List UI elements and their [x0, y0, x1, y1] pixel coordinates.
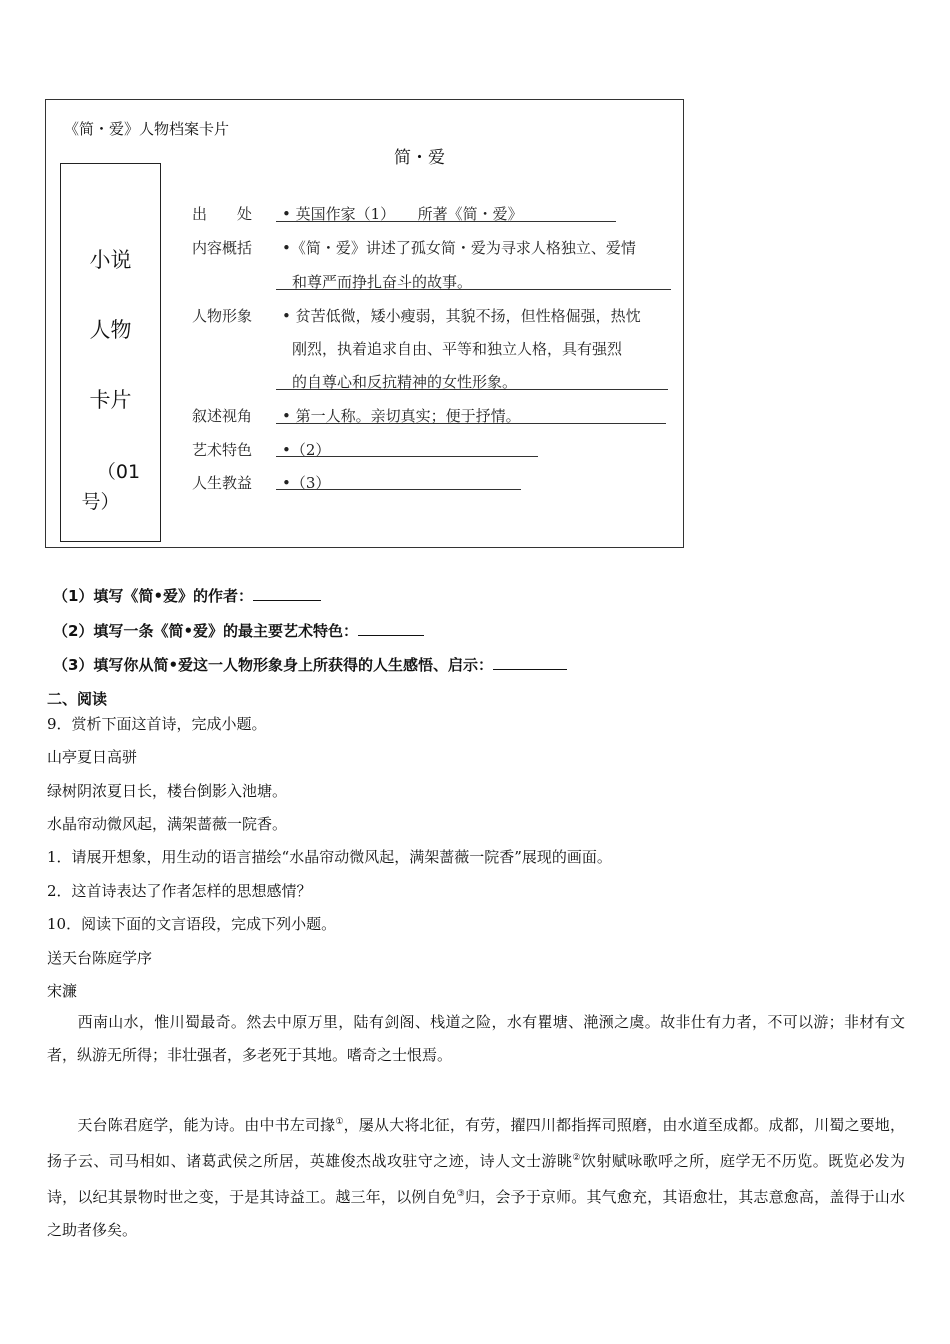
text-span: 天台陈君庭学，能为诗。由中书左司掾: [47, 1116, 336, 1134]
side-title-line: 小说: [89, 248, 132, 272]
side-title-line: 人物: [89, 318, 132, 342]
underline: [276, 423, 666, 424]
row-label-art: 艺术特色: [192, 441, 253, 459]
side-title-line: （01: [96, 461, 141, 483]
q9-prompt: 9．赏析下面这首诗，完成小题。: [47, 715, 267, 733]
passage-author: 宋濂: [47, 982, 78, 1000]
question-1: [53, 585, 321, 606]
row-text-image: 刚烈，执着追求自由、平等和独立人格，具有强烈: [292, 340, 623, 358]
underline: [276, 289, 671, 290]
row-label-summary: 内容概括: [192, 239, 253, 257]
row-text-image: • 贫苦低微，矮小瘦弱，其貌不扬，但性格倔强，热忱: [282, 307, 641, 325]
q9-sub-1: 1．请展开想象，用生动的语言描绘“水晶帘动微风起，满架蔷薇一院香”展现的画面。: [47, 848, 612, 866]
text-span: ，屡从大将北征，有劳，擢四川都指挥司照磨，由水道至成都。成都，川蜀之要地，扬子云、司马相如、诸葛武侯之所居，英雄俊杰战攻驻守之迹，诗人文士游眺: [47, 1116, 905, 1170]
answer-blank[interactable]: [358, 621, 424, 636]
footnote-mark: ②: [572, 1153, 581, 1163]
passage-paragraph-2: [47, 1106, 905, 1247]
side-title-line: 号）: [81, 491, 120, 513]
poem-line: 绿树阴浓夏日长，楼台倒影入池塘。: [47, 782, 288, 800]
underline: [276, 389, 668, 390]
card-caption: 《简・爱》人物档案卡片: [64, 120, 230, 138]
text-span: 归，会予于京师。其气愈充，其语愈壮，其志意愈高，盖得于山水之助者侈矣。: [47, 1188, 905, 1239]
underline: [276, 456, 538, 457]
q9-sub-2: 2．这首诗表达了作者怎样的思想感情？: [47, 882, 312, 900]
footnote-mark: ①: [335, 1117, 344, 1127]
section-title: 二、阅读: [47, 690, 108, 708]
row-text-perspective: • 第一人称。亲切真实；便于抒情。: [282, 407, 521, 425]
text-span: 饮射赋咏歌呼之所，庭学无不历览。既览必发为诗，以纪其景物时世之变，于是其诗益工。越三年，以例自免: [47, 1152, 905, 1206]
row-text-image: 的自尊心和反抗精神的女性形象。: [292, 373, 518, 391]
card-side-title: [60, 163, 161, 542]
footnote-mark: ③: [456, 1189, 466, 1199]
row-label-perspective: 叙述视角: [192, 407, 253, 425]
row-text-source: • 英国作家（1） 所著《简・爱》: [282, 205, 523, 223]
question-text: （2）填写一条《简•爱》的最主要艺术特色：: [53, 622, 359, 640]
passage-paragraph-1: 西南山水，惟川蜀最奇。然去中原万里，陆有剑阁、栈道之险，水有瞿塘、滟滪之虞。故非仕有力者，不可以游；非材有文者，纵游无所得；非壮强者，多老死于其地。嗜奇之士恨焉。: [47, 1013, 905, 1064]
row-label-lesson: 人生教益: [192, 474, 253, 492]
row-label-image: 人物形象: [192, 307, 253, 325]
question-text: （1）填写《简•爱》的作者：: [53, 587, 254, 605]
card-name: 简・爱: [394, 148, 445, 168]
passage-title: 送天台陈庭学序: [47, 949, 153, 967]
question-text: （3）填写你从简•爱这一人物形象身上所获得的人生感悟、启示：: [53, 656, 494, 674]
row-text-summary: 和尊严而挣扎奋斗的故事。: [292, 273, 473, 291]
poem-title: 山亭夏日高骈: [47, 748, 138, 766]
q10-prompt: 10．阅读下面的文言语段，完成下列小题。: [47, 915, 337, 933]
profile-card: [45, 99, 684, 548]
row-label-source: 出 处: [192, 205, 253, 223]
poem-line: 水晶帘动微风起，满架蔷薇一院香。: [47, 815, 288, 833]
side-title-line: 卡片: [89, 388, 132, 412]
question-3: [53, 654, 567, 675]
underline: [276, 221, 616, 222]
row-text-art: •（2）: [282, 441, 331, 459]
underline: [276, 489, 521, 490]
question-2: [53, 620, 424, 641]
answer-blank[interactable]: [493, 655, 567, 670]
row-text-lesson: •（3）: [282, 474, 331, 492]
answer-blank[interactable]: [253, 586, 321, 601]
row-text-summary: •《简・爱》讲述了孤女简・爱为寻求人格独立、爱情: [282, 239, 636, 257]
